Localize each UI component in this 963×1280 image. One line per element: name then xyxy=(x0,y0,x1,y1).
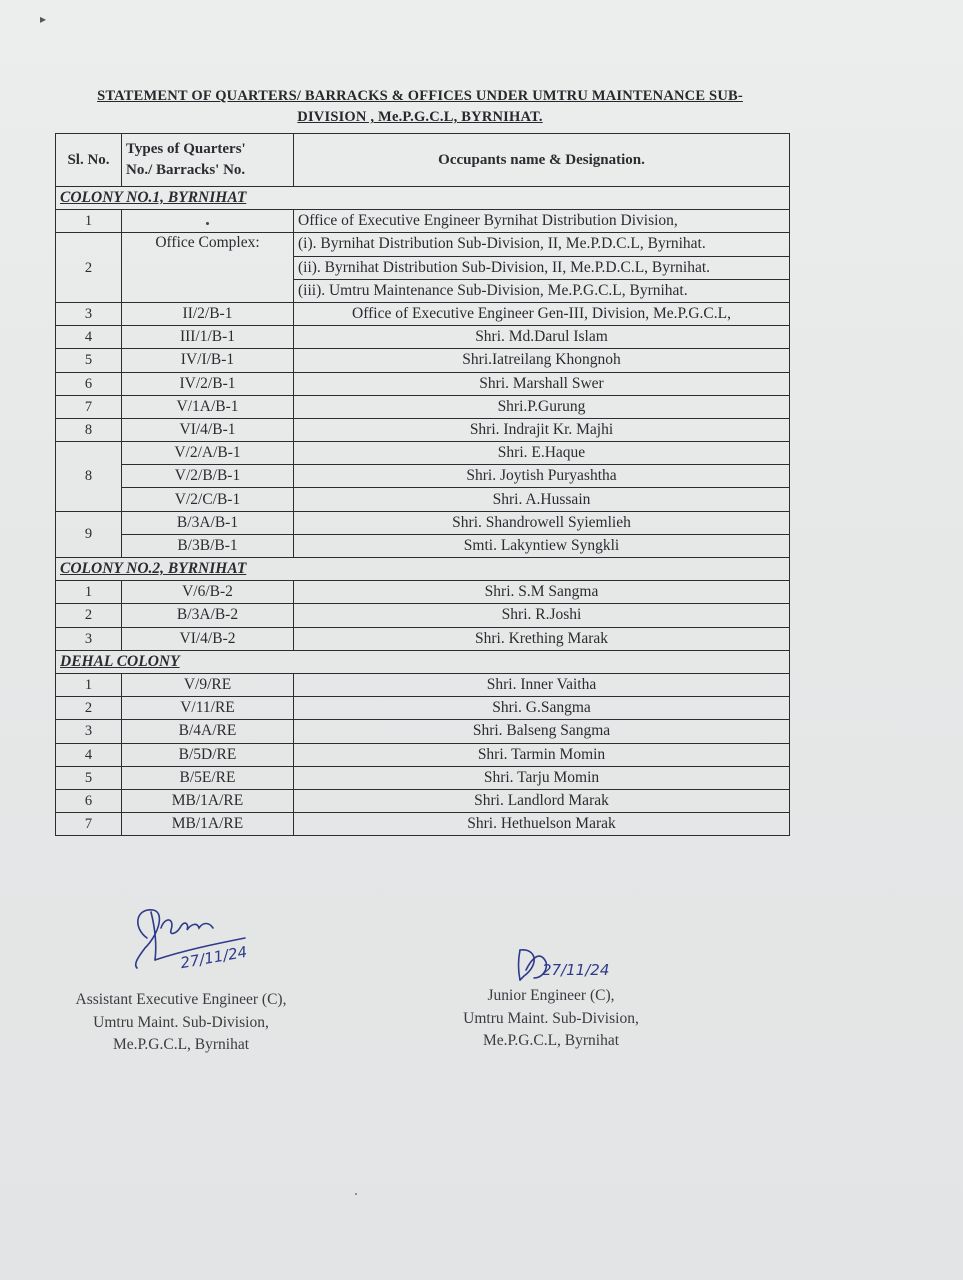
sl-cell: 4 xyxy=(56,743,122,766)
sl-cell: 1 xyxy=(56,673,122,696)
type-cell: B/3B/B-1 xyxy=(122,534,294,557)
type-cell: II/2/B-1 xyxy=(122,302,294,325)
occupant-cell: (i). Byrnihat Distribution Sub-Division, II, Me.P.D.C.L, Byrnihat. xyxy=(294,233,790,256)
left-signatory-office: Umtru Maint. Sub-Division, xyxy=(93,1013,269,1031)
table-row xyxy=(56,442,790,465)
type-cell: B/3A/B-2 xyxy=(122,604,294,627)
right-signatory-office: Umtru Maint. Sub-Division, xyxy=(463,1009,639,1027)
sl-cell: 2 xyxy=(56,233,122,303)
occupant-cell: Shri. A.Hussain xyxy=(294,488,790,511)
paper-speck xyxy=(355,1193,357,1195)
sl-cell: 1 xyxy=(56,581,122,604)
sl-cell: 3 xyxy=(56,627,122,650)
occupant-cell: Shri. Indrajit Kr. Majhi xyxy=(294,418,790,441)
sl-cell: 3 xyxy=(56,720,122,743)
occupant-cell: Shri. G.Sangma xyxy=(294,697,790,720)
table-row xyxy=(56,697,790,720)
type-cell: IV/I/B-1 xyxy=(122,349,294,372)
occupant-cell: Office of Executive Engineer Byrnihat Distribution Division, xyxy=(294,210,790,233)
type-cell: VI/4/B-2 xyxy=(122,627,294,650)
type-cell: B/5E/RE xyxy=(122,766,294,789)
section-row xyxy=(56,650,790,673)
section-row xyxy=(56,558,790,581)
table-row xyxy=(56,766,790,789)
occupant-cell: Shri. Shandrowell Syiemlieh xyxy=(294,511,790,534)
right-signature xyxy=(512,940,632,990)
occupant-cell: Shri. Md.Darul Islam xyxy=(294,326,790,349)
occupant-cell: Shri. Krething Marak xyxy=(294,627,790,650)
type-cell: V/11/RE xyxy=(122,697,294,720)
page-title xyxy=(60,86,780,128)
sl-cell: 3 xyxy=(56,302,122,325)
left-signatory-designation: Assistant Executive Engineer (C), xyxy=(75,991,287,1008)
left-signatory-location: Me.P.G.C.L, Byrnihat xyxy=(112,1036,250,1053)
table-row xyxy=(56,534,790,557)
left-signatory xyxy=(50,989,312,1057)
table-row xyxy=(56,302,790,325)
occupant-cell: Shri. Joytish Puryashtha xyxy=(294,465,790,488)
type-cell: MB/1A/RE xyxy=(122,813,294,836)
dot-mark xyxy=(206,222,209,225)
type-cell: B/4A/RE xyxy=(122,720,294,743)
right-signatory xyxy=(435,985,667,1053)
occupant-cell: Shri.P.Gurung xyxy=(294,395,790,418)
sl-cell: 6 xyxy=(56,372,122,395)
sl-cell: 7 xyxy=(56,395,122,418)
occupant-cell: Shri. Marshall Swer xyxy=(294,372,790,395)
occupant-cell: Shri. Tarju Momin xyxy=(294,766,790,789)
header-sl: Sl. No. xyxy=(56,134,122,187)
left-signature-date: 27/11/24 xyxy=(178,942,249,973)
header-row xyxy=(56,134,790,187)
occupant-cell: Shri. R.Joshi xyxy=(294,604,790,627)
sl-cell: 4 xyxy=(56,326,122,349)
sl-cell: 8 xyxy=(56,418,122,441)
table-row xyxy=(56,511,790,534)
sl-cell: 8 xyxy=(56,442,122,512)
table-row xyxy=(56,743,790,766)
scan-speck: ▸ xyxy=(40,12,47,26)
table-row xyxy=(56,372,790,395)
sl-cell: 7 xyxy=(56,813,122,836)
table-row xyxy=(56,673,790,696)
table-row xyxy=(56,789,790,812)
type-cell: VI/4/B-1 xyxy=(122,418,294,441)
occupant-cell: (ii). Byrnihat Distribution Sub-Division, II, Me.P.D.C.L, Byrnihat. xyxy=(294,256,790,279)
header-type-line-1: Types of Quarters' xyxy=(126,141,246,157)
title-line-2: DIVISION , Me.P.G.C.L, BYRNIHAT. xyxy=(297,109,543,125)
left-signature xyxy=(125,898,275,978)
table-row xyxy=(56,465,790,488)
right-signature-date: 27/11/24 xyxy=(542,961,610,979)
table-row xyxy=(56,418,790,441)
occupant-cell: Office of Executive Engineer Gen-III, Division, Me.P.G.C.L, xyxy=(294,302,790,325)
occupant-cell: Smti. Lakyntiew Syngkli xyxy=(294,534,790,557)
type-cell: B/5D/RE xyxy=(122,743,294,766)
sl-cell: 1 xyxy=(56,210,122,233)
occupant-cell: Shri. Hethuelson Marak xyxy=(294,813,790,836)
type-cell: B/3A/B-1 xyxy=(122,511,294,534)
occupant-cell: Shri. E.Haque xyxy=(294,442,790,465)
type-cell: V/2/B/B-1 xyxy=(122,465,294,488)
table-row xyxy=(56,627,790,650)
type-cell: V/6/B-2 xyxy=(122,581,294,604)
occupant-cell: Shri.Iatreilang Khongnoh xyxy=(294,349,790,372)
section-heading-colony-1: COLONY NO.1, BYRNIHAT xyxy=(56,187,790,210)
sl-cell: 6 xyxy=(56,789,122,812)
occupant-cell: (iii). Umtru Maintenance Sub-Division, Me.P.G.C.L, Byrnihat. xyxy=(294,279,790,302)
table-row xyxy=(56,395,790,418)
right-signatory-location: Me.P.G.C.L, Byrnihat xyxy=(482,1032,620,1049)
occupant-cell: Shri. Landlord Marak xyxy=(294,789,790,812)
header-occupant: Occupants name & Designation. xyxy=(294,134,790,187)
type-cell: V/9/RE xyxy=(122,673,294,696)
header-type-line-2: No./ Barracks' No. xyxy=(126,162,246,178)
table-row xyxy=(56,813,790,836)
occupant-cell: Shri. Tarmin Momin xyxy=(294,743,790,766)
occupant-cell: Shri. S.M Sangma xyxy=(294,581,790,604)
occupant-cell: Shri. Inner Vaitha xyxy=(294,673,790,696)
sl-cell: 5 xyxy=(56,349,122,372)
section-heading-dehal: DEHAL COLONY xyxy=(56,650,790,673)
table-row xyxy=(56,349,790,372)
table-row xyxy=(56,720,790,743)
type-cell xyxy=(122,210,294,233)
section-row xyxy=(56,187,790,210)
quarters-table xyxy=(55,133,790,836)
table-row xyxy=(56,326,790,349)
type-cell: III/1/B-1 xyxy=(122,326,294,349)
type-cell: Office Complex: xyxy=(122,233,294,303)
header-type xyxy=(122,134,294,187)
sl-cell: 5 xyxy=(56,766,122,789)
type-cell: MB/1A/RE xyxy=(122,789,294,812)
type-cell: IV/2/B-1 xyxy=(122,372,294,395)
right-signatory-designation: Junior Engineer (C), xyxy=(487,987,615,1004)
table-row xyxy=(56,233,790,256)
table-row xyxy=(56,488,790,511)
table-row xyxy=(56,581,790,604)
table-row xyxy=(56,604,790,627)
section-heading-colony-2: COLONY NO.2, BYRNIHAT xyxy=(56,558,790,581)
sl-cell: 2 xyxy=(56,697,122,720)
title-line-1: STATEMENT OF QUARTERS/ BARRACKS & OFFICES UNDER UMTRU MAINTENANCE SUB- xyxy=(97,88,743,104)
sl-cell: 9 xyxy=(56,511,122,557)
type-cell: V/1A/B-1 xyxy=(122,395,294,418)
type-cell: V/2/A/B-1 xyxy=(122,442,294,465)
occupant-cell: Shri. Balseng Sangma xyxy=(294,720,790,743)
sl-cell: 2 xyxy=(56,604,122,627)
table-row xyxy=(56,210,790,233)
type-cell: V/2/C/B-1 xyxy=(122,488,294,511)
